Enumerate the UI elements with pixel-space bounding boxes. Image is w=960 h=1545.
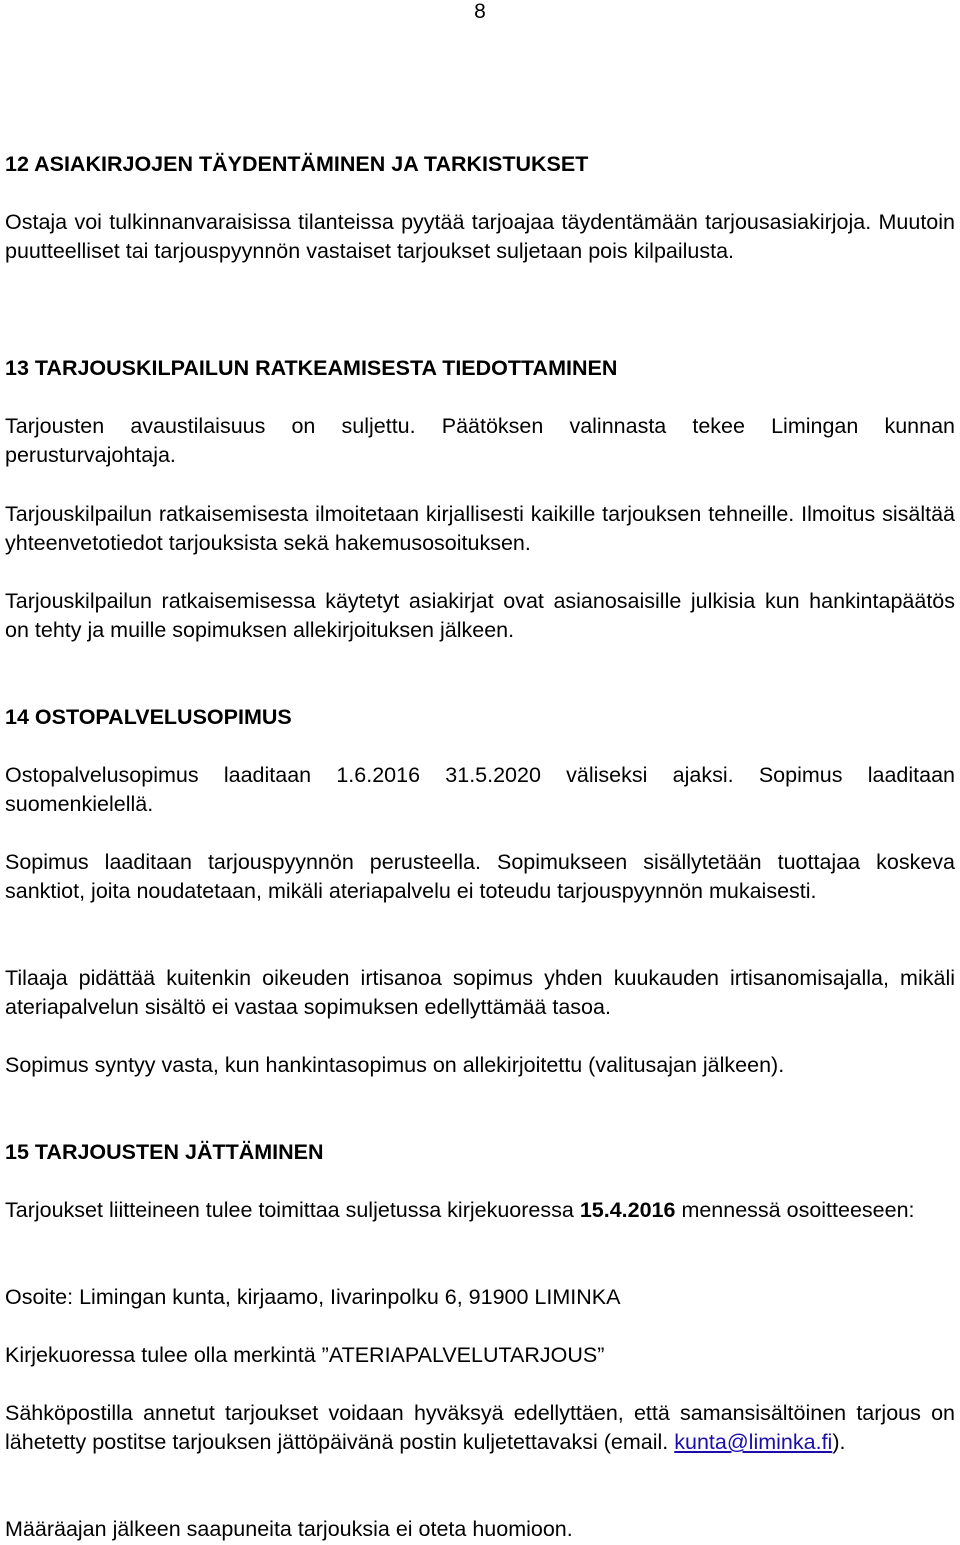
section-15-email-paragraph: [5, 1399, 955, 1457]
email-link[interactable]: kunta@liminka.fi: [674, 1430, 833, 1454]
deadline-text-before: Tarjoukset liitteineen tulee toimittaa suljetussa kirjekuoressa: [5, 1198, 580, 1222]
section-14-paragraph-4: Sopimus syntyy vasta, kun hankintasopimus on allekirjoitettu (valitusajan jälkeen).: [5, 1053, 785, 1077]
section-13-paragraph-2: Tarjouskilpailun ratkaisemisesta ilmoitetaan kirjallisesti kaikille tarjouksen tehneille. Ilmoitus sisältää yhteenvetotiedot tarjouksista sekä hakemusosoituksen.: [5, 502, 955, 555]
section-13-paragraph-3: Tarjouskilpailun ratkaisemisessa käytetyt asiakirjat ovat asianosaisille julkisia kun hankintapäätös on tehty ja muille sopimuksen allekirjoituksen jälkeen.: [5, 589, 955, 642]
section-15-address: Osoite: Limingan kunta, kirjaamo, Iivarinpolku 6, 91900 LIMINKA: [5, 1285, 621, 1309]
section-14-paragraph-2: Sopimus laaditaan tarjouspyynnön perusteella. Sopimukseen sisällytetään tuottajaa koskeva sanktiot, joita noudatetaan, mikäli ateriapalvelu ei toteudu tarjouspyynnön mukaisesti.: [5, 850, 955, 903]
section-15-paragraph-1: [5, 1196, 955, 1225]
section-15-envelope-marking: Kirjekuoressa tulee olla merkintä ”ATERIAPALVELUTARJOUS”: [5, 1343, 605, 1367]
section-12-paragraph-1: Ostaja voi tulkinnanvaraisissa tilanteissa pyytää tarjoajaa täydentämään tarjousasiakirjoja. Muutoin puutteelliset tai tarjouspyynnön vastaiset tarjoukset suljetaan pois kilpailusta.: [5, 210, 955, 263]
section-14-heading: 14 OSTOPALVELUSOPIMUS: [5, 705, 292, 729]
email-text-before: Sähköpostilla annetut tarjoukset voidaan hyväksyä edellyttäen, että samansisältöinen tarjous on lähetetty postitse tarjouksen jättöpäivänä postin kuljetettavaksi (email.: [5, 1401, 955, 1454]
section-13-paragraph-1: Tarjousten avaustilaisuus on suljettu. Päätöksen valinnasta tekee Limingan kunnan perusturvajohtaja.: [5, 414, 955, 467]
email-text-after: ).: [832, 1430, 846, 1454]
section-13-heading: 13 TARJOUSKILPAILUN RATKEAMISESTA TIEDOTTAMINEN: [5, 356, 618, 380]
section-12-heading: 12 ASIAKIRJOJEN TÄYDENTÄMINEN JA TARKISTUKSET: [5, 152, 589, 176]
deadline-date: 15.4.2016: [579, 1198, 676, 1222]
section-14-paragraph-1: Ostopalvelusopimus laaditaan 1.6.2016 31.5.2020 väliseksi ajaksi. Sopimus laaditaan suomenkielellä.: [5, 763, 955, 816]
deadline-text-after: mennessä osoitteeseen:: [675, 1198, 915, 1222]
page-number: 8: [474, 0, 486, 23]
section-14-paragraph-3: Tilaaja pidättää kuitenkin oikeuden irtisanoa sopimus yhden kuukauden irtisanomisajalla, mikäli ateriapalvelun sisältö ei vastaa sopimuksen edellyttämää tasoa.: [5, 966, 955, 1019]
section-15-heading: 15 TARJOUSTEN JÄTTÄMINEN: [5, 1140, 324, 1164]
section-15-final-note: Määräajan jälkeen saapuneita tarjouksia ei oteta huomioon.: [5, 1517, 573, 1541]
